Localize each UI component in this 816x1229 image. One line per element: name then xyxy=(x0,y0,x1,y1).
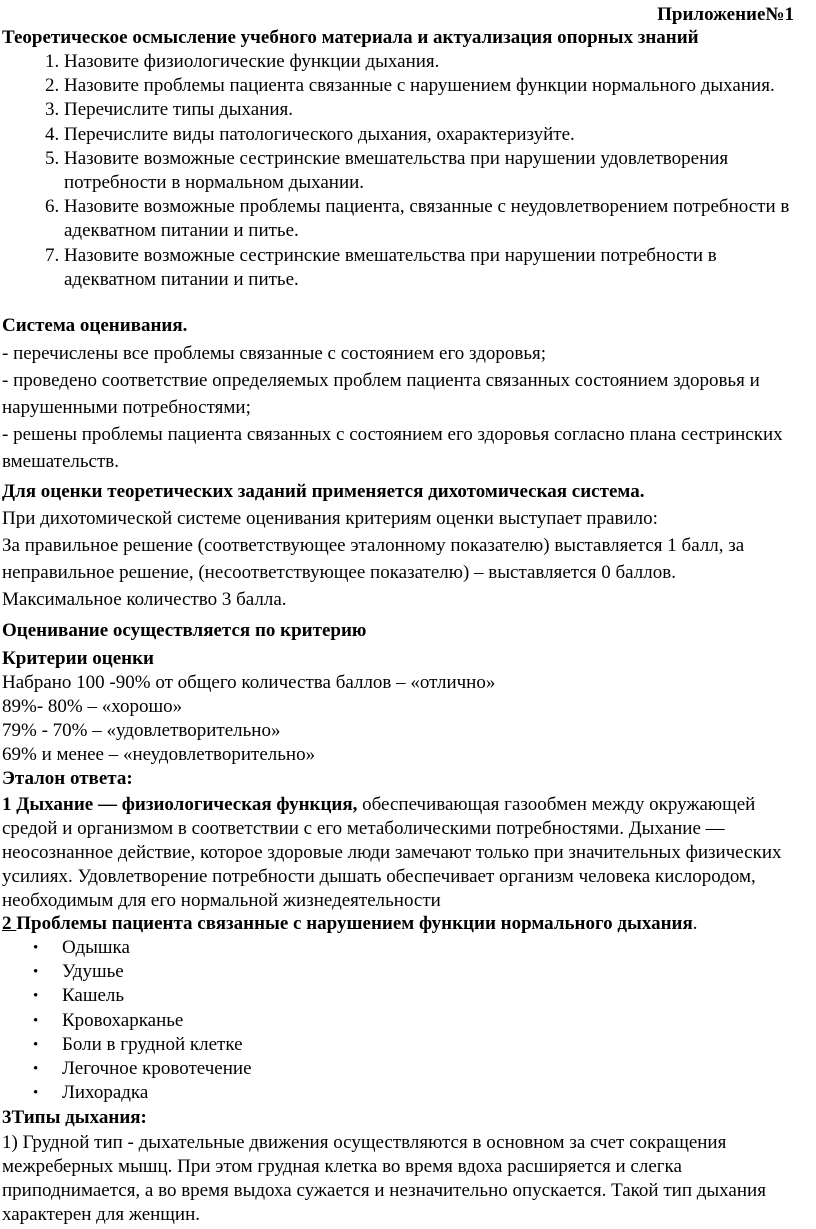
dichotomic-line: Максимальное количество 3 балла. xyxy=(2,589,287,610)
question-item: 5. Назовите возможные сестринские вмешательства при нарушении удовлетворения потребности в нормальном дыхании. xyxy=(64,147,804,195)
dichotomic-section xyxy=(2,505,814,613)
criteria-list xyxy=(2,671,814,767)
questions-list xyxy=(0,50,804,292)
question-item: 2. Назовите проблемы пациента связанные с нарушением функции нормального дыхания. xyxy=(64,74,804,98)
list-item xyxy=(33,1009,252,1033)
question-item: 7. Назовите возможные сестринские вмешательства при нарушении потребности в адекватном питании и питье. xyxy=(64,244,804,292)
criteria-line: Набрано 100 -90% от общего количества баллов – «отлично» xyxy=(2,672,496,693)
answer-3-text: 1) Грудной тип - дыхательные движения осуществляются в основном за счет сокращения межреберных мышц. При этом грудная клетка во время вдоха расширяется и слегка приподнимается, а во время выдоха сужается и незначительно опускается. Такой тип дыхания характерен для женщин. xyxy=(2,1132,766,1225)
grading-section xyxy=(2,340,814,475)
grading-line: - решены проблемы пациента связанных с состоянием его здоровья согласно плана сестринских вмешательств. xyxy=(2,424,783,472)
problem-text: Боли в грудной клетке xyxy=(62,1033,243,1055)
dichotomic-heading: Для оценки теоретических заданий применяется дихотомическая система. xyxy=(2,481,645,502)
dichotomic-line: За правильное решение (соответствующее эталонному показателю) выставляется 1 балл, за неправильное решение, (несоответствующее показателю) – выставляется 0 баллов. xyxy=(2,535,745,583)
list-item xyxy=(33,1033,252,1057)
bullet-icon: • xyxy=(33,1061,39,1078)
bullet-icon: • xyxy=(33,988,39,1005)
answer-2-heading: Проблемы пациента связанные с нарушением функции нормального дыхания xyxy=(16,913,693,934)
grading-line: - перечислены все проблемы связанные с состоянием его здоровья; xyxy=(2,343,547,364)
problem-text: Легочное кровотечение xyxy=(62,1058,252,1080)
answer-1-text: обеспечивающая газообмен между окружающей средой и организмом в соответствии с его метаболическими потребностями. Дыхание — неосознанное действие, которое здоровые люди замечают только при значительных физических усилиях. Удовлетворение потребности дышать обеспечивает организм человека кислородом, необходимым для его нормальной жизнедеятельности xyxy=(2,794,782,911)
section-title: Теоретическое осмысление учебного материала и актуализация опорных знаний xyxy=(2,27,699,48)
problems-list xyxy=(0,936,252,1105)
problem-text: Удушье xyxy=(62,961,124,983)
question-item: 1. Назовите физиологические функции дыхания. xyxy=(64,50,804,74)
answer-paragraph-1 xyxy=(2,793,814,913)
question-item: 4. Перечислите виды патологического дыхания, охарактеризуйте. xyxy=(64,123,804,147)
criteria-subheading: Критерии оценки xyxy=(2,648,154,669)
problem-text: Одышка xyxy=(62,937,130,958)
appendix-label: Приложение№1 xyxy=(657,4,794,25)
list-item xyxy=(33,936,252,960)
list-item xyxy=(33,984,252,1008)
problem-text: Кашель xyxy=(62,985,125,1007)
question-item: 3. Перечислите типы дыхания. xyxy=(64,98,804,122)
bullet-icon: • xyxy=(33,1036,39,1053)
problem-text: Лихорадка xyxy=(62,1082,149,1104)
answer-paragraph-2 xyxy=(2,913,814,935)
answer-2-end: . xyxy=(692,913,698,934)
dichotomic-line: При дихотомической системе оценивания критериям оценки выступает правило: xyxy=(2,508,658,529)
problem-text: Кровохарканье xyxy=(62,1009,184,1031)
criteria-line: 69% и менее – «неудовлетворительно» xyxy=(2,744,316,765)
answer-heading: Эталон ответа: xyxy=(2,768,133,789)
answer-2-number: 2 xyxy=(2,913,17,934)
bullet-icon: • xyxy=(33,940,39,956)
grading-heading: Система оценивания. xyxy=(2,315,188,336)
criteria-line: 89%- 80% – «хорошо» xyxy=(2,696,183,717)
grading-line: - проведено соответствие определяемых проблем пациента связанных состоянием здоровья и нарушенными потребностями; xyxy=(2,370,760,418)
answer-1-term: 1 Дыхание — физиологическая функция, xyxy=(2,794,358,815)
bullet-icon: • xyxy=(33,964,39,981)
criteria-heading: Оценивание осуществляется по критерию xyxy=(2,620,367,641)
criteria-line: 79% - 70% – «удовлетворительно» xyxy=(2,720,281,741)
list-item xyxy=(33,1081,252,1105)
bullet-icon: • xyxy=(33,1085,39,1102)
answer-3-heading: 3Типы дыхания: xyxy=(2,1107,147,1128)
question-item: 6. Назовите возможные проблемы пациента, связанные с неудовлетворением потребности в адекватном питании и питье. xyxy=(64,195,804,243)
list-item xyxy=(33,1057,252,1081)
list-item xyxy=(33,960,252,984)
bullet-icon: • xyxy=(33,1012,39,1029)
